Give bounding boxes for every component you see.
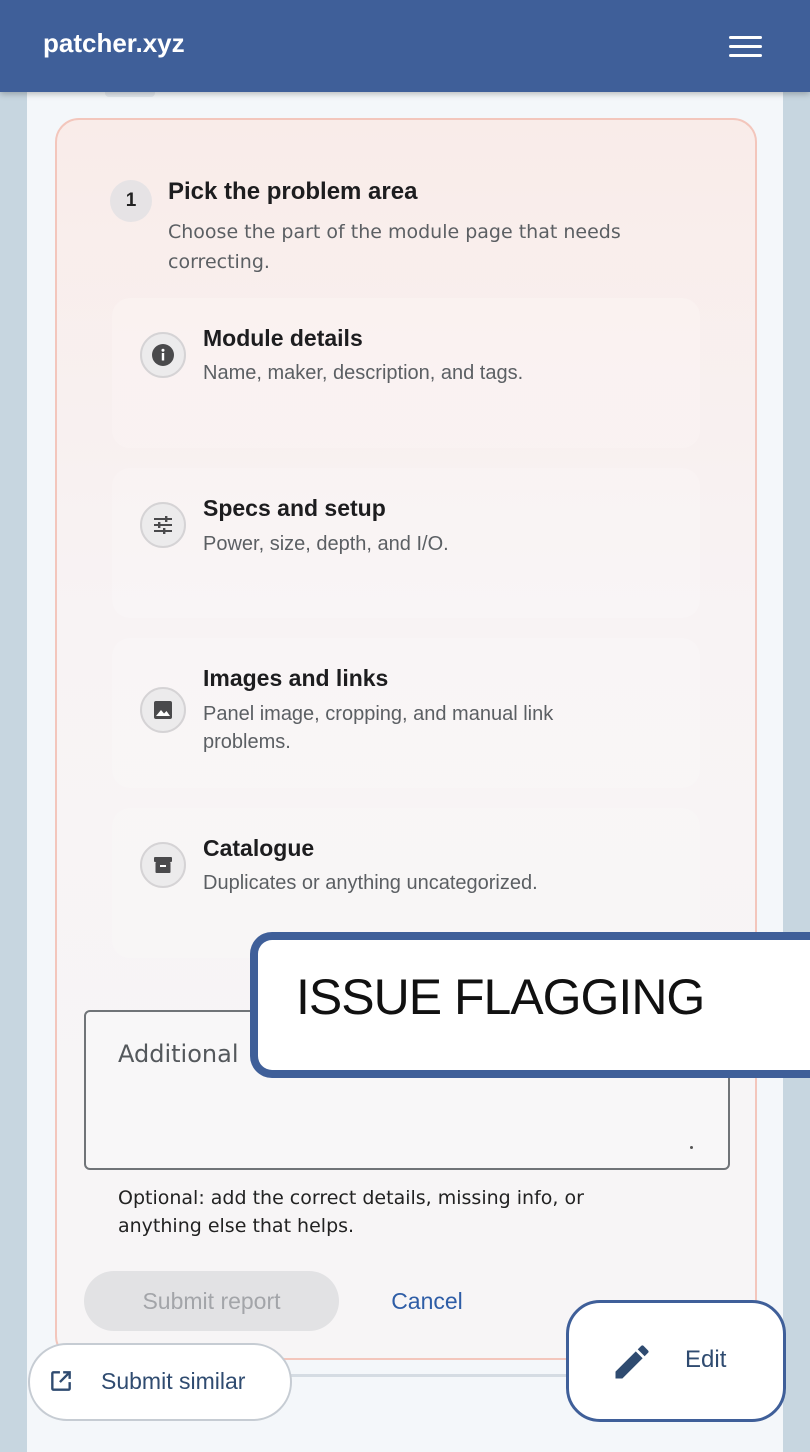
app-bar xyxy=(0,0,810,92)
info-icon xyxy=(140,332,186,378)
option-title: Specs and setup xyxy=(203,495,386,521)
submit-similar-label: Submit similar xyxy=(101,1368,246,1394)
submit-report-button[interactable]: Submit report xyxy=(84,1271,339,1331)
pencil-icon xyxy=(610,1340,654,1388)
cancel-button[interactable]: Cancel xyxy=(391,1287,463,1314)
banner-text: ISSUE FLAGGING xyxy=(296,969,705,1025)
archive-box-icon xyxy=(140,842,186,888)
option-subtitle: Panel image, cropping, and manual link problems. xyxy=(203,703,554,753)
step-description: Choose the part of the module page that needs correcting. xyxy=(168,221,621,273)
tab-hint xyxy=(105,92,155,97)
image-icon xyxy=(140,687,186,733)
open-in-new-icon xyxy=(48,1368,74,1398)
step-number-badge: 1 xyxy=(110,180,152,222)
hamburger-menu-icon[interactable] xyxy=(718,26,772,66)
resize-handle[interactable] xyxy=(690,1146,693,1149)
option-title: Module details xyxy=(203,325,363,351)
textarea-label: Additional xyxy=(118,1040,239,1068)
edit-fab-button[interactable] xyxy=(566,1300,786,1422)
tune-sliders-icon xyxy=(140,502,186,548)
divider xyxy=(290,1374,570,1377)
option-subtitle: Name, maker, description, and tags. xyxy=(203,362,524,384)
option-title: Catalogue xyxy=(203,835,315,861)
edit-label: Edit xyxy=(685,1346,727,1373)
option-subtitle: Power, size, depth, and I/O. xyxy=(203,533,449,555)
helper-text: Optional: add the correct details, missing info, or anything else that helps. xyxy=(118,1187,584,1237)
step-title: Pick the problem area xyxy=(168,178,418,205)
option-subtitle: Duplicates or anything uncategorized. xyxy=(203,872,538,894)
option-title: Images and links xyxy=(203,665,389,691)
brand-title[interactable]: patcher.xyz xyxy=(43,28,185,58)
